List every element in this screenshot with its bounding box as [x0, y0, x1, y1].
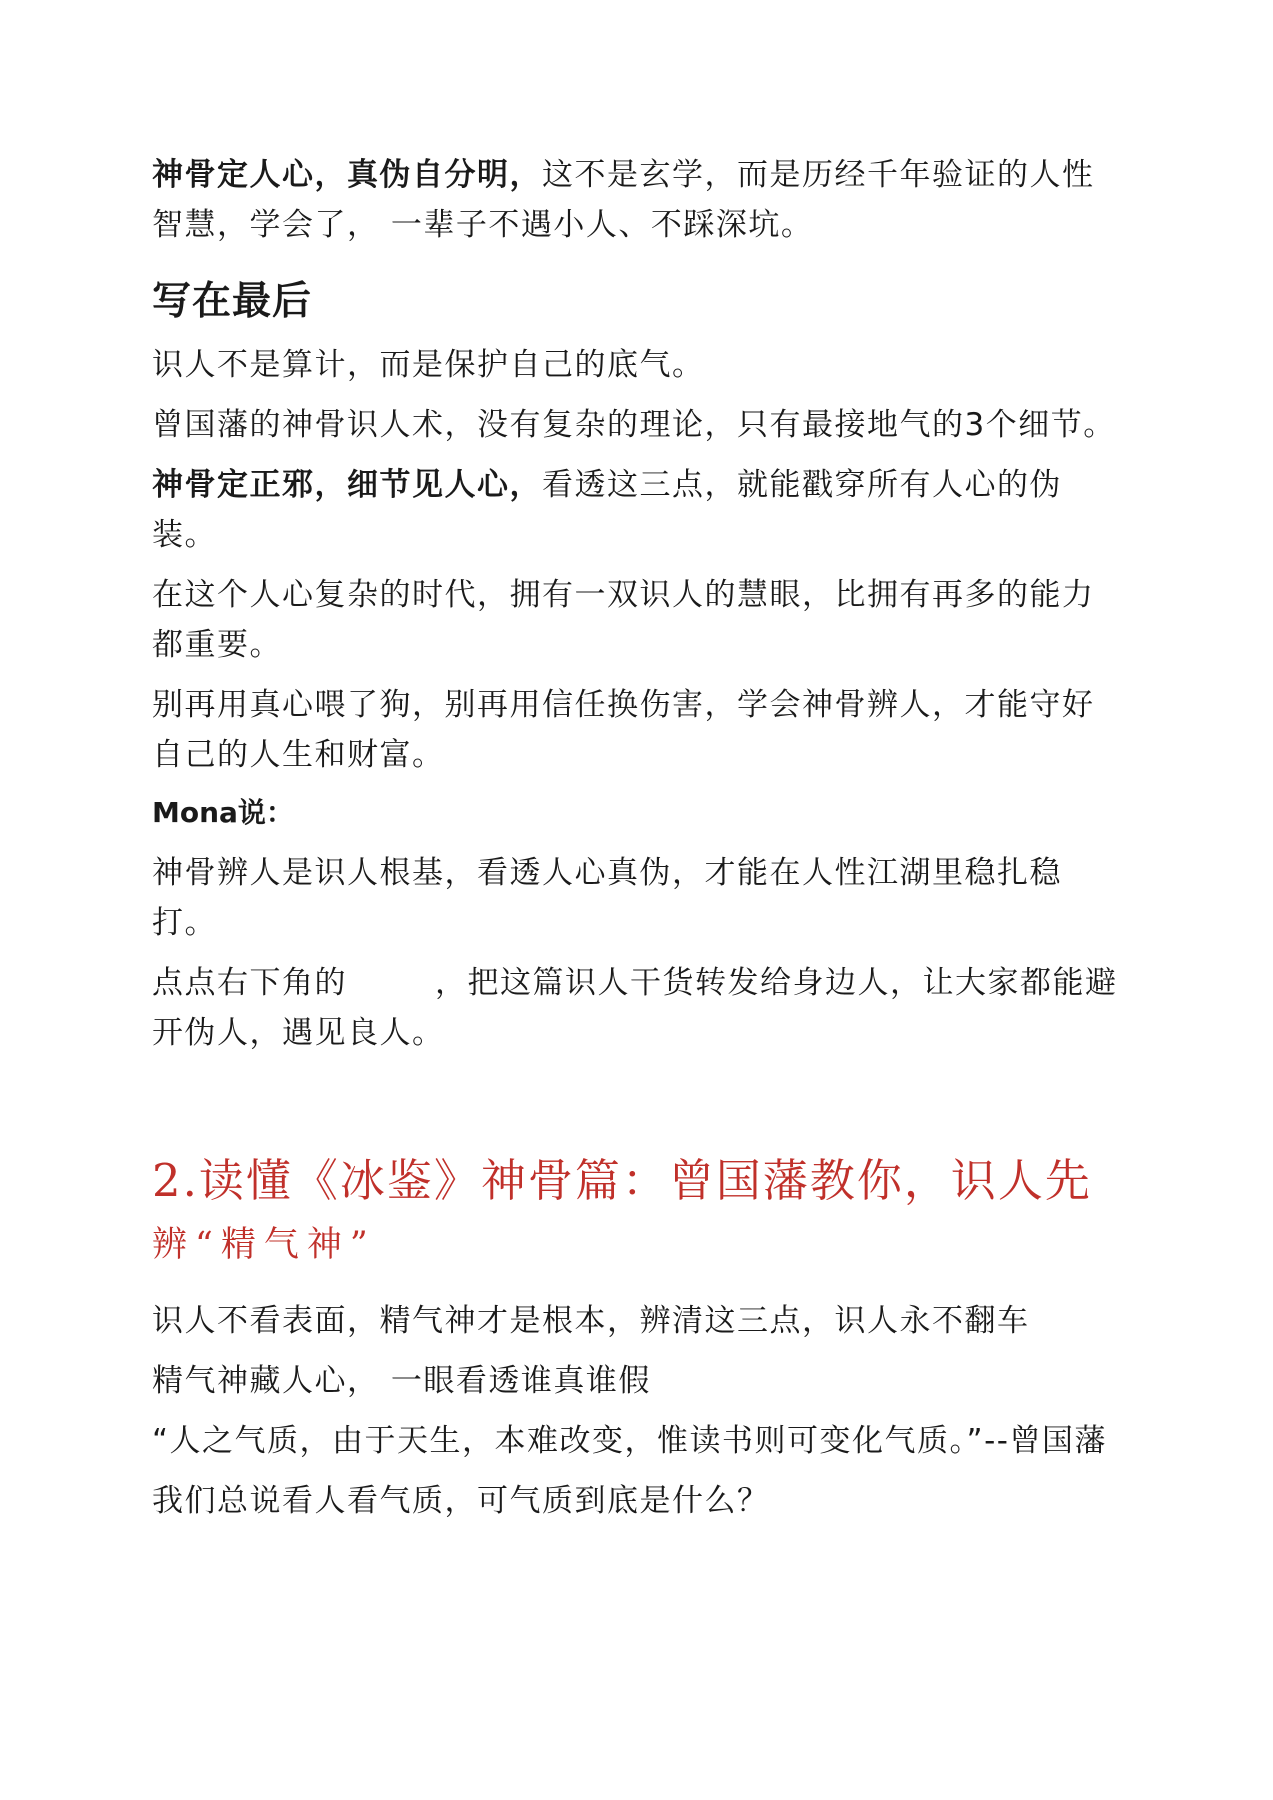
mona-paragraph-2-before: 点点右下角的: [152, 965, 347, 1001]
article-2-title-line-1: 2.读懂《冰鉴》神骨篇：曾国藩教你，识人先: [152, 1154, 1092, 1207]
mona-paragraph-2-after: ，把这篇识人干货转发给身边人，让大家都能避开伪人，遇见良人。: [152, 965, 1118, 1051]
article-2-paragraph-1: 识人不看表面，精气神才是根本，辨清这三点，识人永不翻车: [152, 1303, 1030, 1339]
article-2-paragraph-4: 我们总说看人看气质，可气质到底是什么？: [152, 1483, 770, 1519]
final-paragraph-3-bold: 神骨定正邪，细节见人心，: [152, 467, 542, 503]
document-page: [152, 150, 1122, 1536]
article-2-title: [152, 1146, 1122, 1274]
mona-label: Mona说：: [152, 796, 294, 829]
intro-paragraph: [152, 150, 1122, 250]
article-2-quote: “人之气质，由于天生，本难改变，惟读书则可变化气质。”--曾国藩: [152, 1423, 1107, 1459]
final-paragraph-2: 曾国藩的神骨识人术，没有复杂的理论，只有最接地气的3个细节。: [152, 407, 1116, 443]
intro-bold: 神骨定人心，真伪自分明，: [152, 157, 542, 193]
article-2-title-line-2: 辨“精气神”: [152, 1225, 376, 1265]
final-paragraph-4: 在这个人心复杂的时代，拥有一双识人的慧眼，比拥有再多的能力都重要。: [152, 577, 1095, 663]
final-paragraph-3-text: 看透这三点，就能戳穿所有人心的伪装。: [152, 467, 1062, 553]
article-2-paragraph-2: 精气神藏人心， 一眼看透谁真谁假: [152, 1363, 651, 1399]
final-paragraph-3: [152, 460, 1122, 560]
mona-paragraph-1: 神骨辨人是识人根基，看透人心真伪，才能在人性江湖里稳扎稳打。: [152, 855, 1062, 941]
mona-paragraph-2: [152, 958, 1122, 1058]
section-heading: 写在最后: [152, 279, 313, 324]
intro-text: 这不是玄学，而是历经千年验证的人性智慧，学会了， 一辈子不遇小人、不踩深坑。: [152, 157, 1095, 243]
final-paragraph-5: 别再用真心喂了狗，别再用信任换伤害，学会神骨辨人，才能守好自己的人生和财富。: [152, 687, 1095, 773]
final-paragraph-1: 识人不是算计，而是保护自己的底气。: [152, 347, 705, 383]
